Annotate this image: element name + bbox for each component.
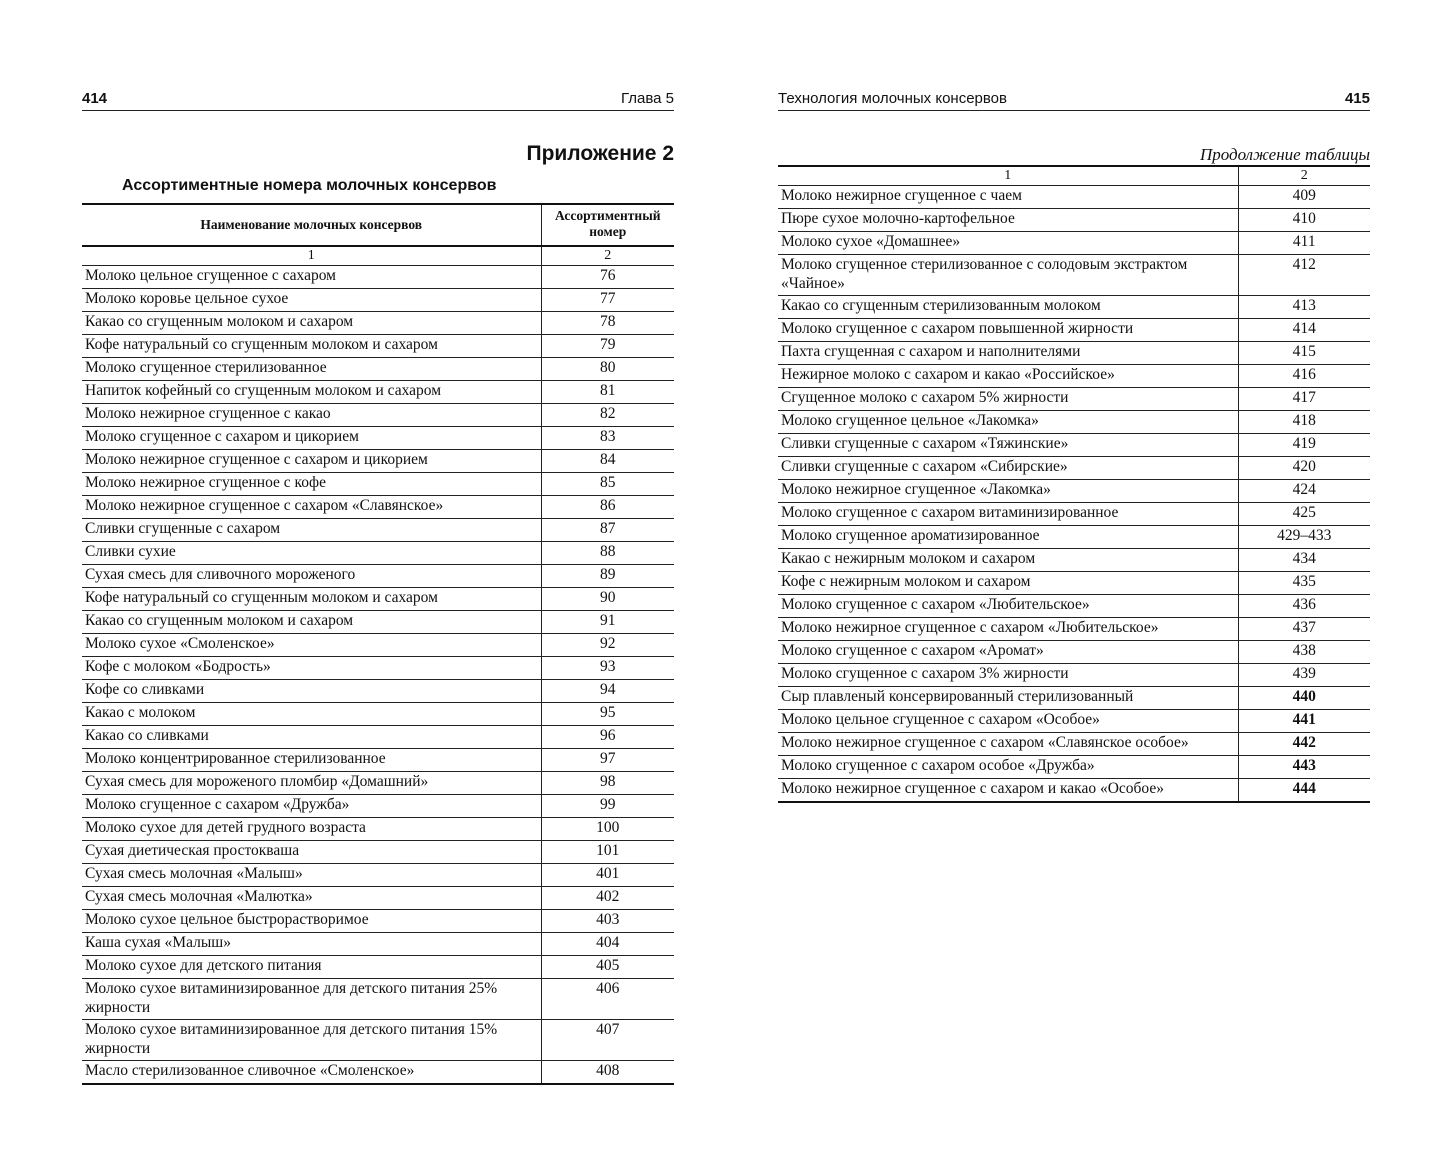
product-name-cell: Какао со сгущенным стерилизованным молоком — [778, 296, 1238, 319]
assortment-number-cell: 93 — [541, 657, 674, 680]
assortment-number-cell: 434 — [1238, 549, 1370, 572]
product-name-cell: Какао со сгущенным молоком и сахаром — [82, 611, 541, 634]
table-row — [82, 979, 674, 1020]
assortment-number-cell: 402 — [541, 887, 674, 910]
running-header — [778, 90, 1370, 111]
assortment-number-cell: 76 — [541, 266, 674, 289]
product-name-cell: Молоко сгущенное стерилизованное — [82, 358, 541, 381]
table-row — [82, 634, 674, 657]
table-row — [778, 209, 1370, 232]
table-row — [82, 289, 674, 312]
table-row — [778, 687, 1370, 710]
assortment-number-cell: 81 — [541, 381, 674, 404]
column-number: 1 — [82, 246, 541, 266]
assortment-number-cell: 437 — [1238, 618, 1370, 641]
assortment-number-cell: 83 — [541, 427, 674, 450]
column-number: 2 — [541, 246, 674, 266]
assortment-number-cell: 419 — [1238, 434, 1370, 457]
table-row — [82, 358, 674, 381]
product-name-cell: Какао со сливками — [82, 726, 541, 749]
assortment-number-cell: 84 — [541, 450, 674, 473]
table-row — [82, 611, 674, 634]
assortment-number-cell: 94 — [541, 680, 674, 703]
product-name-cell: Сливки сгущенные с сахаром — [82, 519, 541, 542]
product-name-cell: Молоко сгущенное с сахаром «Любительское» — [778, 595, 1238, 618]
product-name-cell: Сливки сгущенные с сахаром «Сибирские» — [778, 457, 1238, 480]
assortment-number-cell: 425 — [1238, 503, 1370, 526]
running-title: Глава 5 — [620, 90, 674, 107]
table-row — [82, 450, 674, 473]
assortment-number-cell: 404 — [541, 933, 674, 956]
assortment-table — [82, 203, 674, 1085]
assortment-number-cell: 101 — [541, 841, 674, 864]
product-name-cell: Сухая смесь для мороженого пломбир «Домашний» — [82, 772, 541, 795]
table-row — [82, 473, 674, 496]
assortment-number-cell: 438 — [1238, 641, 1370, 664]
table-row — [778, 411, 1370, 434]
assortment-number-cell: 85 — [541, 473, 674, 496]
table-row — [82, 266, 674, 289]
table-row — [778, 365, 1370, 388]
table-row — [778, 733, 1370, 756]
table-row — [82, 703, 674, 726]
appendix-heading: Приложение 2 — [526, 142, 674, 165]
assortment-number-cell: 407 — [541, 1020, 674, 1061]
table-row — [82, 910, 674, 933]
product-name-cell: Молоко сгущенное с сахаром и цикорием — [82, 427, 541, 450]
assortment-number-cell: 420 — [1238, 457, 1370, 480]
assortment-number-cell: 77 — [541, 289, 674, 312]
product-name-cell: Пахта сгущенная с сахаром и наполнителями — [778, 342, 1238, 365]
product-name-cell: Какао с молоком — [82, 703, 541, 726]
continuation-label: Продолжение таблицы — [1199, 145, 1370, 164]
table-row — [778, 710, 1370, 733]
product-name-cell: Молоко сухое витаминизированное для детского питания 15% жирности — [82, 1020, 541, 1061]
product-name-cell: Кофе натуральный со сгущенным молоком и сахаром — [82, 335, 541, 358]
assortment-number-cell: 98 — [541, 772, 674, 795]
table-row — [778, 572, 1370, 595]
table-row — [82, 542, 674, 565]
assortment-number-cell: 86 — [541, 496, 674, 519]
assortment-number-cell: 78 — [541, 312, 674, 335]
product-name-cell: Молоко нежирное сгущенное с сахаром и цикорием — [82, 450, 541, 473]
product-name-cell: Кофе с нежирным молоком и сахаром — [778, 572, 1238, 595]
assortment-number-cell: 406 — [541, 979, 674, 1020]
assortment-number-cell: 90 — [541, 588, 674, 611]
assortment-number-cell: 405 — [541, 956, 674, 979]
product-name-cell: Молоко сухое «Домашнее» — [778, 232, 1238, 255]
assortment-number-cell: 89 — [541, 565, 674, 588]
table-row — [778, 595, 1370, 618]
assortment-number-cell: 408 — [541, 1061, 674, 1085]
product-name-cell: Сливки сгущенные с сахаром «Тяжинские» — [778, 434, 1238, 457]
assortment-number-cell: 82 — [541, 404, 674, 427]
assortment-number-cell: 410 — [1238, 209, 1370, 232]
assortment-number-cell: 443 — [1238, 756, 1370, 779]
table-row — [778, 503, 1370, 526]
table-row — [778, 388, 1370, 411]
product-name-cell: Молоко сгущенное ароматизированное — [778, 526, 1238, 549]
assortment-number-cell: 414 — [1238, 319, 1370, 342]
product-name-cell: Молоко сухое «Смоленское» — [82, 634, 541, 657]
assortment-number-cell: 418 — [1238, 411, 1370, 434]
table-row — [778, 756, 1370, 779]
assortment-number-cell: 413 — [1238, 296, 1370, 319]
product-name-cell: Молоко сгущенное с сахаром 3% жирности — [778, 664, 1238, 687]
table-row — [82, 565, 674, 588]
product-name-cell: Молоко нежирное сгущенное с сахаром «Любительское» — [778, 618, 1238, 641]
table-body — [778, 186, 1370, 803]
table-row — [778, 457, 1370, 480]
table-row — [82, 404, 674, 427]
product-name-cell: Молоко сухое для детей грудного возраста — [82, 818, 541, 841]
table-row — [778, 255, 1370, 296]
table-row — [778, 296, 1370, 319]
product-name-cell: Молоко концентрированное стерилизованное — [82, 749, 541, 772]
assortment-number-cell: 80 — [541, 358, 674, 381]
product-name-cell: Молоко сгущенное с сахаром повышенной жирности — [778, 319, 1238, 342]
assortment-number-cell: 441 — [1238, 710, 1370, 733]
table-row — [82, 841, 674, 864]
table-row — [778, 779, 1370, 803]
product-name-cell: Молоко нежирное сгущенное с сахаром «Славянское» — [82, 496, 541, 519]
product-name-cell: Молоко сгущенное с сахаром витаминизированное — [778, 503, 1238, 526]
product-name-cell: Молоко коровье цельное сухое — [82, 289, 541, 312]
table-row — [82, 588, 674, 611]
product-name-cell: Молоко нежирное сгущенное с сахаром и какао «Особое» — [778, 779, 1238, 803]
assortment-number-cell: 91 — [541, 611, 674, 634]
assortment-number-cell: 79 — [541, 335, 674, 358]
assortment-number-cell: 439 — [1238, 664, 1370, 687]
assortment-number-cell: 87 — [541, 519, 674, 542]
table-row — [778, 319, 1370, 342]
product-name-cell: Пюре сухое молочно-картофельное — [778, 209, 1238, 232]
assortment-number-cell: 92 — [541, 634, 674, 657]
product-name-cell: Молоко нежирное сгущенное «Лакомка» — [778, 480, 1238, 503]
product-name-cell: Молоко цельное сгущенное с сахаром — [82, 266, 541, 289]
table-row — [82, 1020, 674, 1061]
product-name-cell: Сгущенное молоко с сахаром 5% жирности — [778, 388, 1238, 411]
table-row — [82, 427, 674, 450]
assortment-number-cell: 435 — [1238, 572, 1370, 595]
assortment-number-cell: 412 — [1238, 255, 1370, 296]
product-name-cell: Молоко нежирное сгущенное с кофе — [82, 473, 541, 496]
product-name-cell: Молоко нежирное сгущенное с сахаром «Славянское особое» — [778, 733, 1238, 756]
assortment-number-cell: 416 — [1238, 365, 1370, 388]
table-row — [82, 496, 674, 519]
table-row — [778, 664, 1370, 687]
product-name-cell: Молоко сгущенное с сахаром особое «Дружба» — [778, 756, 1238, 779]
assortment-number-cell: 88 — [541, 542, 674, 565]
product-name-cell: Молоко нежирное сгущенное с чаем — [778, 186, 1238, 209]
product-name-cell: Кофе со сливками — [82, 680, 541, 703]
table-row — [778, 342, 1370, 365]
assortment-table-continued — [778, 165, 1370, 803]
table-row — [82, 749, 674, 772]
product-name-cell: Какао с нежирным молоком и сахаром — [778, 549, 1238, 572]
product-name-cell: Молоко сухое цельное быстрорастворимое — [82, 910, 541, 933]
table-row — [82, 795, 674, 818]
table-row — [82, 956, 674, 979]
assortment-number-cell: 436 — [1238, 595, 1370, 618]
assortment-number-cell: 424 — [1238, 480, 1370, 503]
table-body — [82, 266, 674, 1085]
table-row — [82, 864, 674, 887]
assortment-number-cell: 99 — [541, 795, 674, 818]
assortment-number-cell: 444 — [1238, 779, 1370, 803]
table-row — [82, 519, 674, 542]
assortment-number-cell: 96 — [541, 726, 674, 749]
table-row — [778, 641, 1370, 664]
assortment-number-cell: 417 — [1238, 388, 1370, 411]
table-row — [82, 887, 674, 910]
assortment-number-cell: 442 — [1238, 733, 1370, 756]
product-name-cell: Молоко нежирное сгущенное с какао — [82, 404, 541, 427]
column-number: 2 — [1238, 166, 1370, 186]
product-name-cell: Напиток кофейный со сгущенным молоком и сахаром — [82, 381, 541, 404]
product-name-cell: Нежирное молоко с сахаром и какао «Российское» — [778, 365, 1238, 388]
product-name-cell: Кофе с молоком «Бодрость» — [82, 657, 541, 680]
table-row — [82, 933, 674, 956]
product-name-cell: Молоко сгущенное с сахаром «Аромат» — [778, 641, 1238, 664]
page-number: 414 — [82, 90, 108, 107]
table-row — [778, 434, 1370, 457]
product-name-cell: Молоко сухое витаминизированное для детского питания 25% жирности — [82, 979, 541, 1020]
product-name-cell: Сухая смесь для сливочного мороженого — [82, 565, 541, 588]
assortment-number-cell: 429–433 — [1238, 526, 1370, 549]
assortment-number-cell: 97 — [541, 749, 674, 772]
product-name-cell: Масло стерилизованное сливочное «Смоленское» — [82, 1061, 541, 1085]
assortment-number-cell: 409 — [1238, 186, 1370, 209]
table-row — [778, 618, 1370, 641]
assortment-number-cell: 95 — [541, 703, 674, 726]
product-name-cell: Сухая смесь молочная «Малыш» — [82, 864, 541, 887]
product-name-cell: Кофе натуральный со сгущенным молоком и сахаром — [82, 588, 541, 611]
product-name-cell: Каша сухая «Малыш» — [82, 933, 541, 956]
product-name-cell: Какао со сгущенным молоком и сахаром — [82, 312, 541, 335]
table-row — [778, 549, 1370, 572]
table-row — [82, 335, 674, 358]
column-header-name: Наименование молочных консервов — [82, 204, 541, 246]
product-name-cell: Сухая смесь молочная «Малютка» — [82, 887, 541, 910]
table-row — [82, 657, 674, 680]
running-header — [82, 90, 674, 111]
page-number: 415 — [1344, 90, 1370, 107]
product-name-cell: Молоко сгущенное с сахаром «Дружба» — [82, 795, 541, 818]
table-row — [778, 526, 1370, 549]
assortment-number-cell: 440 — [1238, 687, 1370, 710]
table-title: Ассортиментные номера молочных консервов — [122, 177, 497, 194]
product-name-cell: Молоко сгущенное стерилизованное с солодовым экстрактом «Чайное» — [778, 255, 1238, 296]
table-row — [82, 312, 674, 335]
table-row — [82, 818, 674, 841]
column-header-number: Ассортиментный номер — [541, 204, 674, 246]
table-row — [778, 186, 1370, 209]
assortment-number-cell: 411 — [1238, 232, 1370, 255]
product-name-cell: Сливки сухие — [82, 542, 541, 565]
table-row — [82, 726, 674, 749]
table-row — [82, 772, 674, 795]
table-row — [82, 1061, 674, 1085]
product-name-cell: Молоко сгущенное цельное «Лакомка» — [778, 411, 1238, 434]
product-name-cell: Сухая диетическая простокваша — [82, 841, 541, 864]
product-name-cell: Молоко цельное сгущенное с сахаром «Особое» — [778, 710, 1238, 733]
table-row — [82, 680, 674, 703]
table-row — [778, 232, 1370, 255]
assortment-number-cell: 100 — [541, 818, 674, 841]
assortment-number-cell: 415 — [1238, 342, 1370, 365]
table-row — [82, 381, 674, 404]
assortment-number-cell: 401 — [541, 864, 674, 887]
product-name-cell: Сыр плавленый консервированный стерилизованный — [778, 687, 1238, 710]
product-name-cell: Молоко сухое для детского питания — [82, 956, 541, 979]
column-number: 1 — [778, 166, 1238, 186]
assortment-number-cell: 403 — [541, 910, 674, 933]
table-row — [778, 480, 1370, 503]
running-title: Технология молочных консервов — [778, 90, 1007, 107]
